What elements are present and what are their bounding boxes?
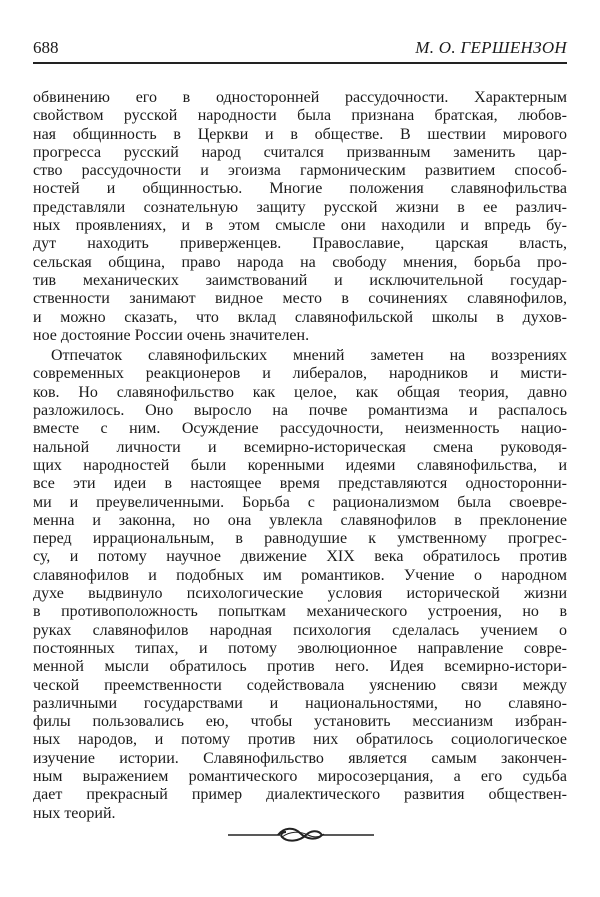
text-line: славянофилов и подобных им романтиков. Учение о народном: [33, 566, 567, 584]
text-line: современных реакционеров и либералов, народников и мисти-: [33, 365, 567, 383]
text-line: филы пользовались ею, чтобы установить мессианизм избран-: [33, 713, 567, 731]
text-line: ных народов, и потому против них обратилось социологическое: [33, 731, 567, 749]
text-line: дут находить приверженцев. Православие, царская власть,: [33, 235, 567, 253]
paragraph: [33, 89, 567, 345]
text-line: ков. Но славянофильство как целое, как общая теория, давно: [33, 383, 567, 401]
text-line: сельская община, право народа на свободу мнения, борьба про-: [33, 253, 567, 271]
text-line: в противоположность попыткам механического устроения, но в: [33, 603, 567, 621]
running-title: М. О. ГЕРШЕНЗОН: [415, 38, 567, 57]
text-line: свойством русской народности была признана братская, любов-: [33, 107, 567, 125]
text-line: различными государствами и национальностями, но славяно-: [33, 694, 567, 712]
text-line: щих народностей были коренными идеями славянофильства, и: [33, 456, 567, 474]
text-line: постоянных типах, и потому эволюционное направление совре-: [33, 639, 567, 657]
text-line: ная общинность в Церкви и в обществе. В шествии мирового: [33, 125, 567, 143]
flourish-divider-icon: [228, 823, 374, 847]
text-line: и можно сказать, что вклад славянофильской школы в духов-: [33, 308, 567, 326]
text-line: прогресса русский народ считался призванным заменить цар-: [33, 143, 567, 161]
text-line: разложилось. Оно выросло на почве романтизма и распалось: [33, 402, 567, 420]
text-line: все эти идеи в настоящее время представляются односторонни-: [33, 475, 567, 493]
text-line: менной мысли обратилось против него. Идея всемирно-истори-: [33, 658, 567, 676]
text-line: су, и потому научное движение XIX века обратилось против: [33, 548, 567, 566]
text-line: ное достояние России очень значителен.: [33, 326, 310, 344]
running-header: [33, 38, 567, 64]
text-line: обвинению его в односторонней рассудочности. Характерным: [33, 89, 567, 106]
text-line: ным выражением романтического миросозерцания, а его судьба: [33, 767, 567, 785]
text-line: изучение истории. Славянофильство является самым закончен-: [33, 749, 567, 767]
text-line: духе выдвинуло психологические условия исторической жизни: [33, 585, 567, 603]
text-line: руках славянофилов народная психология сделалась учением о: [33, 621, 567, 639]
paragraph: [33, 347, 567, 823]
text-line: ностей и общинностью. Многие положения славянофильства: [33, 180, 567, 198]
body-text: [33, 89, 567, 823]
text-line: ных проявлениях, и в этом смысле они находили и впредь бу-: [33, 217, 567, 235]
text-line: ческой преемственности содействовала уяснению связи между: [33, 676, 567, 694]
text-line: вместе с ним. Осуждение рассудочности, неизменность нацио-: [33, 420, 567, 438]
page-number: 688: [33, 38, 59, 57]
text-line: представляли сознательную защиту русской жизни в ее различ-: [33, 198, 567, 216]
text-line: Отпечаток славянофильских мнений заметен на воззрениях: [51, 347, 567, 365]
text-line: ми и преувеличенными. Борьба с рационализмом была своевре-: [33, 493, 567, 511]
text-line: нальной личности и всемирно-историческая смена руководя-: [33, 438, 567, 456]
text-line: перед иррациональным, в равнодушие к умственному прогрес-: [33, 530, 567, 548]
text-line: тив механических заимствований и исключительной государ-: [33, 271, 567, 289]
text-line: ственности занимают видное место в сочинениях славянофилов,: [33, 290, 567, 308]
text-line: ных теорий.: [33, 804, 116, 822]
text-line: ство рассудочности и эгоизма гармоническим развитием способ-: [33, 162, 567, 180]
text-line: менна и законна, но она увлекла славянофилов в преклонение: [33, 511, 567, 529]
text-line: дает прекрасный пример диалектического развития обществен-: [33, 786, 567, 804]
